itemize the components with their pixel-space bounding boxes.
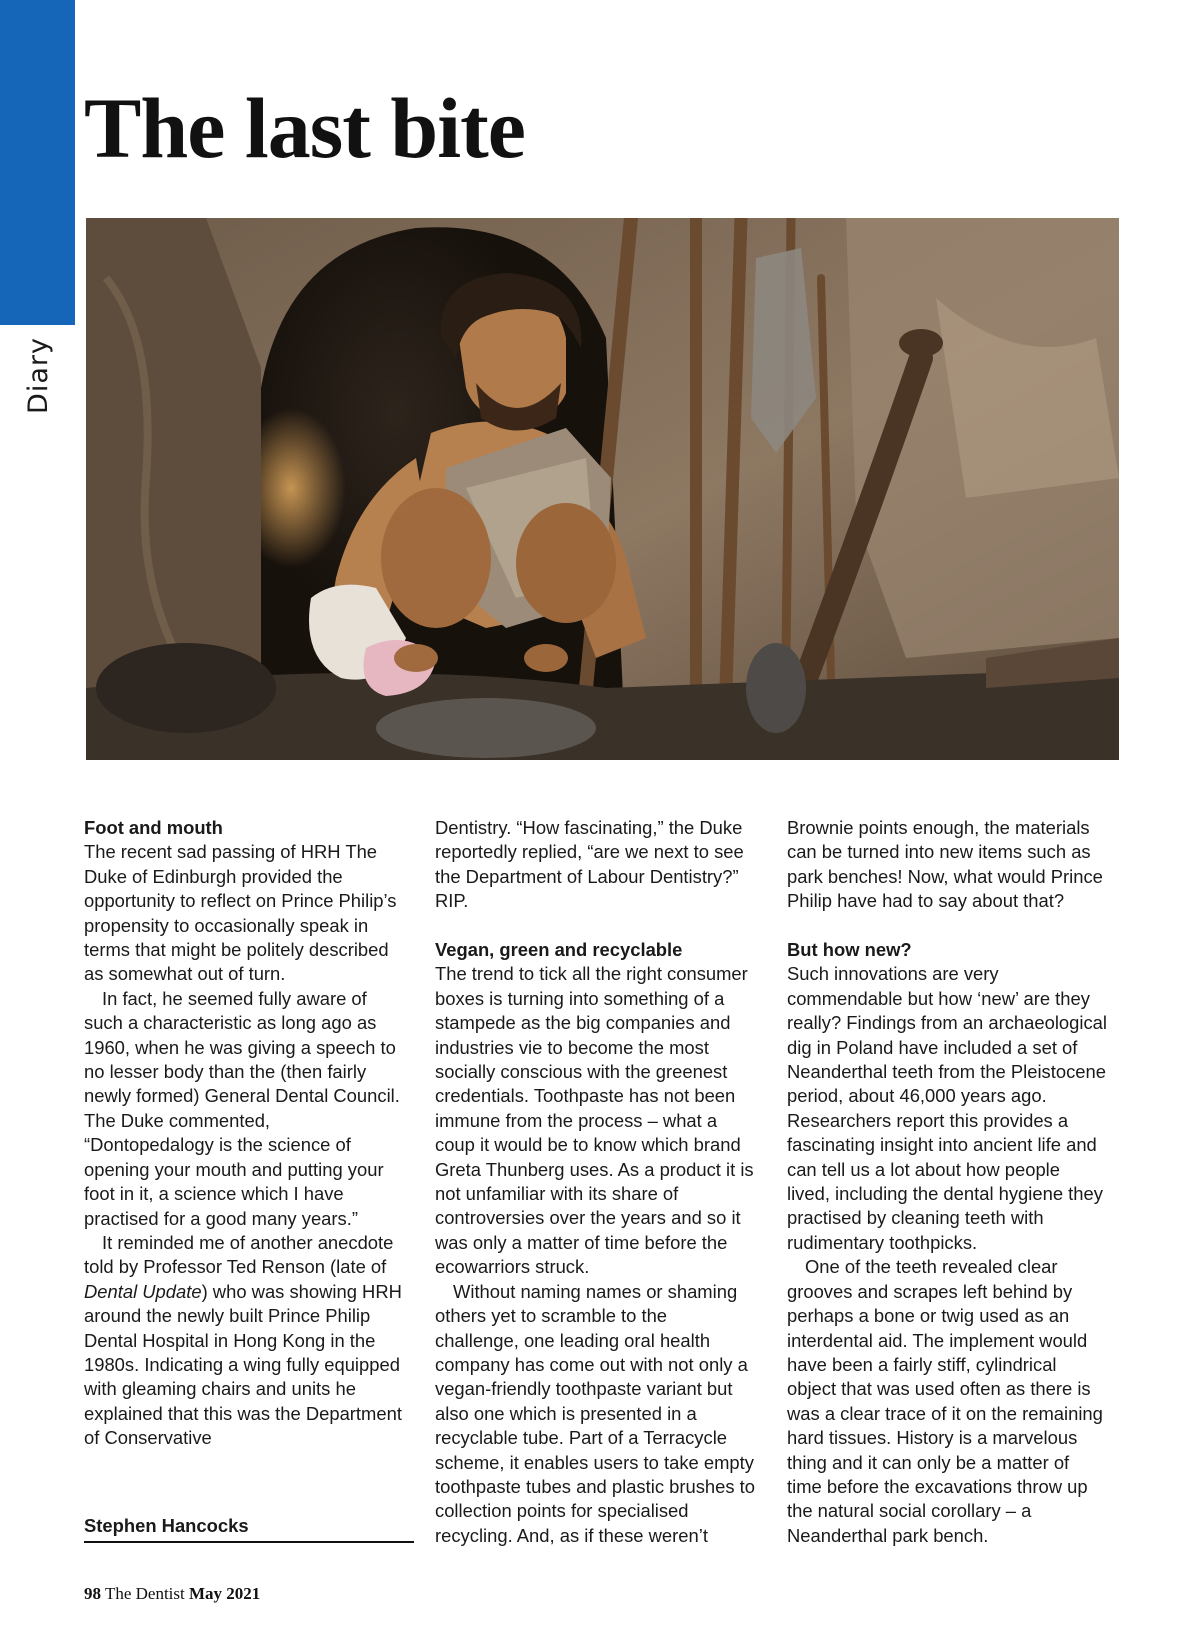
paragraph: In fact, he seemed fully aware of such a characteristic as long ago as 1960, when he was giving a speech to no lesser body than the (then fairly newly formed) General Dental Council. The Duke commented, “Dontopedalogy is the science of opening your mouth and putting your foot in it, a science which I have practised for a good many years.” xyxy=(84,987,400,1229)
author-byline: Stephen Hancocks xyxy=(84,1515,414,1543)
section-heading-foot-and-mouth: Foot and mouth xyxy=(84,817,223,838)
article-column-3 xyxy=(787,816,1107,1548)
article-column-1 xyxy=(84,816,404,1451)
section-heading-vegan-green-recyclable: Vegan, green and recyclable xyxy=(435,939,683,961)
section-color-band xyxy=(0,0,75,325)
page-number: 98 xyxy=(84,1584,101,1603)
paragraph xyxy=(84,1231,404,1451)
section-label-text: Diary xyxy=(22,336,54,414)
page-footer xyxy=(84,1584,260,1604)
article-column-2 xyxy=(435,816,755,1548)
publication-name: The Dentist xyxy=(104,1584,185,1603)
paragraph: Without naming names or shaming others yet to scramble to the challenge, one leading oral health company has come out with not only a vegan-friendly toothpaste variant but also one which is presented in a recyclable tube. Part of a Terracycle scheme, it enables users to take empty toothpaste tubes and plastic brushes to collection points for specialised recycling. And, as if these weren’t xyxy=(435,1280,756,1546)
paragraph-continuation: Brownie points enough, the materials can be turned into new items such as park benches! Now, what would Prince Philip have had to say about that? xyxy=(787,817,1103,912)
paragraph: Such innovations are very commendable but how ‘new’ are they really? Findings from an archaeological dig in Poland have included a set of Neanderthal teeth from the Pleistocene period, about 46,000 years ago. Researchers report this provides a fascinating insight into ancient life and can tell us a lot about how people lived, including the dental hygiene they practised by cleaning teeth with rudimentary toothpicks. xyxy=(787,963,1107,1253)
paragraph-continuation: Dentistry. “How fascinating,” the Duke reportedly replied, “are we next to see the Department of Labour Dentistry?” RIP. xyxy=(435,817,744,912)
paragraph: The trend to tick all the right consumer boxes is turning into something of a stampede as the big companies and industries vie to become the most socially conscious with the greenest credentials. Toothpaste has not been immune from the process – what a coup it would be to know which brand Greta Thunberg uses. As a product it is not unfamiliar with its share of controversies over the years and so it was only a matter of time before the ecowarriors struck. xyxy=(435,963,754,1278)
issue-date: May 2021 xyxy=(189,1584,261,1603)
caveman-crouching-in-cave-icon xyxy=(86,218,1119,760)
paragraph-text: ) who was showing HRH around the newly built Prince Philip Dental Hospital in Hong Kong in the 1980s. Indicating a wing fully equipped with gleaming chairs and units he explained that this was the Department of Conservative xyxy=(84,1280,402,1449)
paragraph: One of the teeth revealed clear grooves and scrapes left behind by perhaps a bone or twig used as an interdental aid. The implement would have been a fairly stiff, cylindrical object that was used often as there is was a clear trace of it on the remaining hard tissues. History is a marvelous thing and it can only be a matter of time before the excavations throw up the natural social corollary – a Neanderthal park bench. xyxy=(787,1256,1103,1546)
paragraph: The recent sad passing of HRH The Duke of Edinburgh provided the opportunity to reflect on Prince Philip’s propensity to occasionally speak in terms that might be politely described as somewhat out of turn. xyxy=(84,841,397,985)
page-title: The last bite xyxy=(84,80,525,176)
hero-photo xyxy=(86,218,1119,760)
section-heading-but-how-new: But how new? xyxy=(787,939,912,961)
publication-name: Dental Update xyxy=(84,1280,202,1302)
section-label xyxy=(8,330,68,420)
paragraph-text: It reminded me of another anecdote told by Professor Ted Renson (late of xyxy=(84,1231,394,1278)
